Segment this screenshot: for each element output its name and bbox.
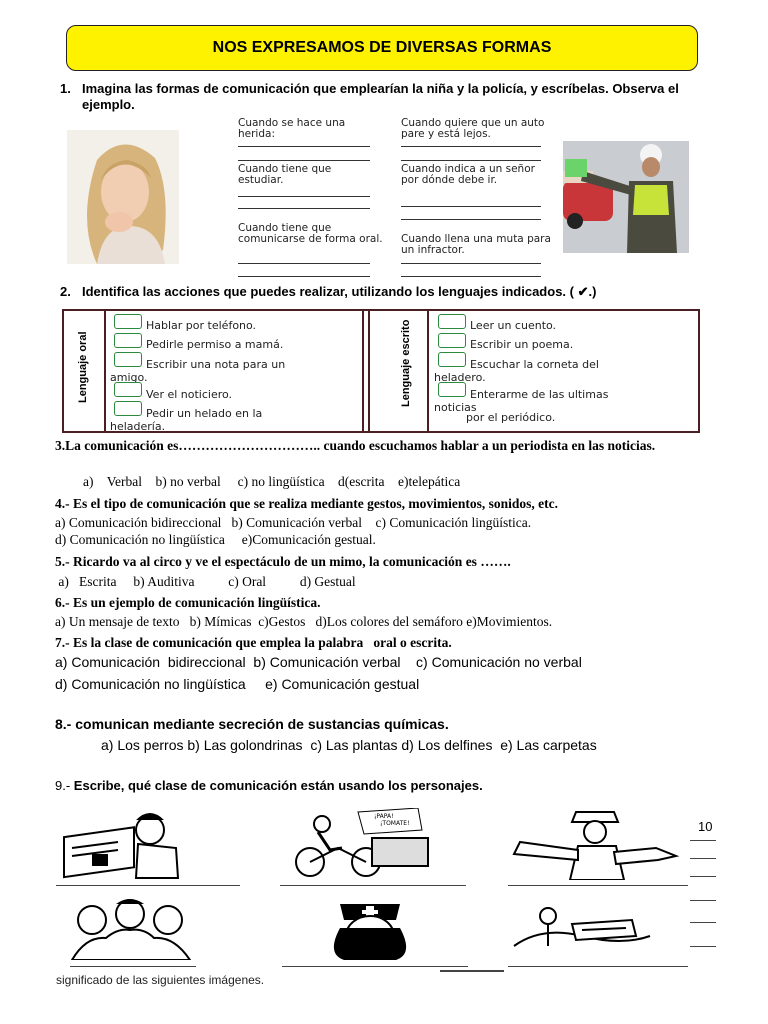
- oral-language-label: Lenguaje oral: [77, 331, 89, 403]
- svg-text:¡PAPA!: ¡PAPA!: [374, 813, 394, 820]
- checkbox[interactable]: [114, 382, 142, 397]
- answer-line: [401, 146, 541, 147]
- answer-line: [401, 160, 541, 161]
- q1-cell-5: Cuando tiene que comunicarse de forma oral.: [238, 222, 383, 245]
- answer-line: [508, 966, 688, 967]
- svg-text:¡TOMATE!: ¡TOMATE!: [380, 820, 410, 827]
- q3-question: 3.La comunicación es………………………….. cuando escuchamos hablar a un periodista en las noticias.: [55, 438, 656, 453]
- q7-options-1: a) Comunicación bidireccional b) Comunicación verbal c) Comunicación no verbal: [55, 654, 582, 670]
- q1-cell-6: Cuando llena una muta para un infractor.: [401, 233, 551, 256]
- q8-question: 8.- comunican mediante secreción de sustancias químicas.: [55, 716, 449, 732]
- q1-number: 1.: [60, 81, 71, 96]
- q4-question: 4.- Es el tipo de comunicación que se realiza mediante gestos, movimientos, sonidos, etc.: [55, 496, 558, 511]
- q9-text: Escribe, qué clase de comunicación están usando los personajes.: [73, 778, 483, 793]
- q3-options: a) Verbal b) no verbal c) no lingüística d(escrita e)telepática: [83, 474, 461, 489]
- q1-text: Imagina las formas de comunicación que emplearían la niña y la policía, y escríbelas. Observa el ejemplo.: [82, 81, 679, 112]
- margin-line: [690, 900, 716, 901]
- checkbox[interactable]: [114, 333, 142, 348]
- checkbox[interactable]: [114, 314, 142, 329]
- answer-line: [280, 885, 466, 886]
- oral-item: Escribir una nota para un amigo.: [110, 358, 286, 384]
- answer-line: [440, 970, 504, 972]
- q6-options: a) Un mensaje de texto b) Mímicas c)Gestos d)Los colores del semáforo e)Movimientos.: [55, 614, 553, 629]
- answer-line: [70, 966, 196, 967]
- cartoon-newspaper-reader: [58, 808, 182, 880]
- oral-item: Pedir un helado en la heladería.: [110, 407, 263, 433]
- margin-line: [690, 858, 716, 859]
- margin-line: [690, 876, 716, 877]
- page-title: NOS EXPRESAMOS DE DIVERSAS FORMAS: [66, 25, 698, 71]
- q4-options-1: a) Comunicación bidireccional b) Comunicación verbal c) Comunicación lingüística.: [55, 515, 532, 530]
- q1-cell-3: Cuando tiene que estudiar.: [238, 163, 332, 186]
- q8-options: a) Los perros b) Las golondrinas c) Las plantas d) Los delfines e) Las carpetas: [101, 737, 597, 753]
- q5-options: a) Escrita b) Auditiva c) Oral d) Gestual: [55, 574, 356, 589]
- q4-options-2: d) Comunicación no lingüística e)Comunicación gestual.: [55, 532, 376, 547]
- q1-cell-1: Cuando se hace una herida:: [238, 117, 346, 140]
- q2-instruction: Identifica las acciones que puedes realizar, utilizando los lenguajes indicados. ( ✔.): [82, 284, 597, 299]
- footer-text: significado de las siguientes imágenes.: [56, 973, 265, 987]
- q9-prefix: 9.-: [55, 778, 74, 793]
- answer-line: [401, 263, 541, 264]
- cartoon-sign-scene: [512, 906, 652, 956]
- cartoon-nurse-silence: [316, 894, 424, 960]
- margin-line: [690, 840, 716, 841]
- written-item: Escuchar la corneta del heladero.: [434, 358, 599, 384]
- q2-number: 2.: [60, 284, 71, 299]
- answer-line: [401, 276, 541, 277]
- written-item: Escribir un poema.: [470, 338, 574, 351]
- police-photo: [563, 141, 689, 253]
- oral-item: Pedirle permiso a mamá.: [146, 338, 284, 351]
- answer-line: [238, 146, 370, 147]
- answer-line: [238, 263, 370, 264]
- margin-line: [690, 922, 716, 923]
- written-item: Leer un cuento.: [470, 319, 557, 332]
- cartoon-traffic-officer: [506, 808, 682, 880]
- answer-line: [238, 276, 370, 277]
- answer-line: [238, 196, 370, 197]
- cartoon-group-talking: [66, 894, 194, 960]
- q1-instruction: [82, 81, 732, 113]
- q7-options-2: d) Comunicación no lingüística e) Comunicación gestual: [55, 676, 420, 692]
- answer-line: [238, 208, 370, 209]
- actions-table: [62, 309, 700, 433]
- q7-question: 7.- Es la clase de comunicación que emplea la palabra oral o escrita.: [55, 635, 452, 650]
- answer-line: [282, 966, 468, 967]
- q5-question: 5.- Ricardo va al circo y ve el espectáculo de un mimo, la comunicación es …….: [55, 554, 511, 569]
- q1-cell-2: Cuando quiere que un auto pare y está lejos.: [401, 117, 545, 140]
- written-item: Enterarme de las ultimas noticias: [434, 388, 609, 414]
- q9-instruction: [55, 777, 483, 795]
- side-number: 10: [698, 819, 713, 834]
- checkbox[interactable]: [438, 333, 466, 348]
- checkbox[interactable]: [438, 314, 466, 329]
- margin-line: [690, 946, 716, 947]
- answer-line: [56, 885, 240, 886]
- answer-line: [401, 206, 541, 207]
- answer-line: [508, 885, 688, 886]
- girl-photo: [67, 130, 179, 264]
- answer-line: [401, 219, 541, 220]
- written-language-label: Lenguaje escrito: [400, 319, 412, 407]
- answer-line: [238, 160, 370, 161]
- q6-question: 6.- Es un ejemplo de comunicación lingüística.: [55, 595, 321, 610]
- written-item: por el periódico.: [466, 411, 556, 424]
- cartoon-cyclist: [288, 808, 444, 880]
- q1-cell-4: Cuando indica a un señor por dónde debe ir.: [401, 163, 535, 186]
- oral-item: Ver el noticiero.: [146, 388, 233, 401]
- oral-item: Hablar por teléfono.: [146, 319, 257, 332]
